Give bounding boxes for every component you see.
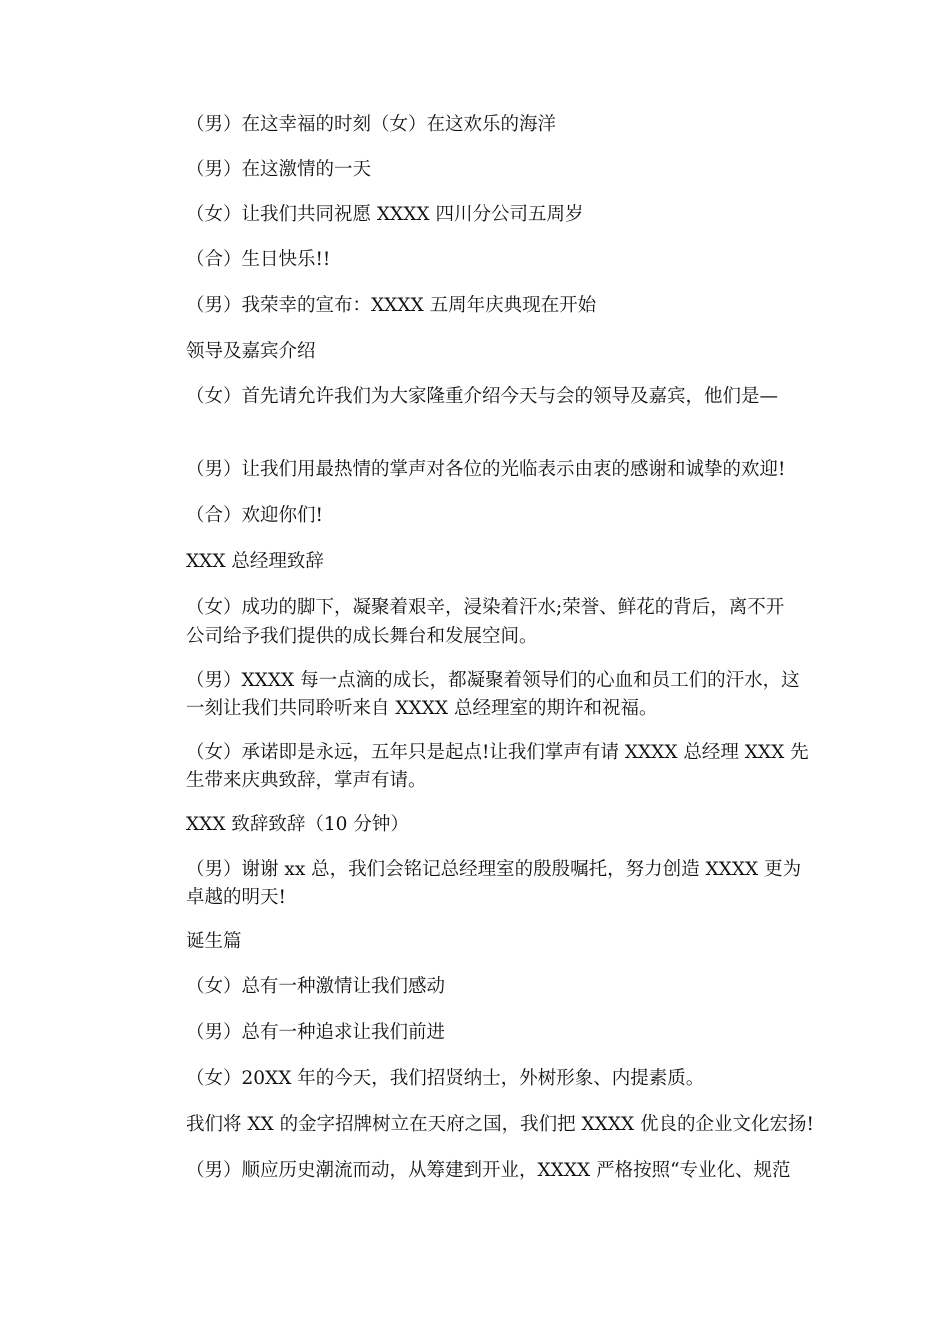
paragraph-line: 公司给予我们提供的成长舞台和发展空间。 xyxy=(186,626,538,647)
section-heading: XXX 总经理致辞 xyxy=(186,551,324,572)
text-line: （合）欢迎你们! xyxy=(186,505,323,526)
text-line: （女）让我们共同祝愿 XXXX 四川分公司五周岁 xyxy=(186,204,584,225)
text-line: （男）在这幸福的时刻（女）在这欢乐的海洋 xyxy=(186,114,557,135)
text-line: （女）20XX 年的今天，我们招贤纳士，外树形象、内提素质。 xyxy=(186,1068,705,1089)
section-heading: XXX 致辞致辞（10 分钟） xyxy=(186,814,409,835)
paragraph-line: （女）成功的脚下，凝聚着艰辛，浸染着汗水;荣誉、鲜花的背后，离不开 xyxy=(186,597,785,618)
paragraph-line: 生带来庆典致辞，掌声有请。 xyxy=(186,770,427,791)
paragraph-line: （男）谢谢 xx 总，我们会铭记总经理室的殷殷嘱托，努力创造 XXXX 更为 xyxy=(186,859,802,880)
text-line: （女）首先请允许我们为大家隆重介绍今天与会的领导及嘉宾，他们是— xyxy=(186,386,779,407)
section-heading: 领导及嘉宾介绍 xyxy=(186,341,316,362)
paragraph-line: 卓越的明天! xyxy=(186,887,286,908)
text-line: （男）在这激情的一天 xyxy=(186,159,372,180)
text-line: 我们将 XX 的金字招牌树立在天府之国，我们把 XXXX 优良的企业文化宏扬! xyxy=(186,1114,814,1135)
paragraph-line: 一刻让我们共同聆听来自 XXXX 总经理室的期许和祝福。 xyxy=(186,698,658,719)
text-line: （男）让我们用最热情的掌声对各位的光临表示由衷的感谢和诚挚的欢迎! xyxy=(186,459,786,480)
text-line: （女）总有一种激情让我们感动 xyxy=(186,976,446,997)
text-line: （男）顺应历史潮流而动，从筹建到开业，XXXX 严格按照“专业化、规范 xyxy=(186,1160,791,1181)
text-line: （男）总有一种追求让我们前进 xyxy=(186,1022,446,1043)
text-line: （合）生日快乐!! xyxy=(186,249,331,270)
paragraph-line: （女）承诺即是永远，五年只是起点!让我们掌声有请 XXXX 总经理 XXX 先 xyxy=(186,742,809,763)
text-line: （男）我荣幸的宣布：XXXX 五周年庆典现在开始 xyxy=(186,295,597,316)
section-heading: 诞生篇 xyxy=(186,931,242,952)
paragraph-line: （男）XXXX 每一点滴的成长，都凝聚着领导们的心血和员工们的汗水，这 xyxy=(186,670,800,691)
